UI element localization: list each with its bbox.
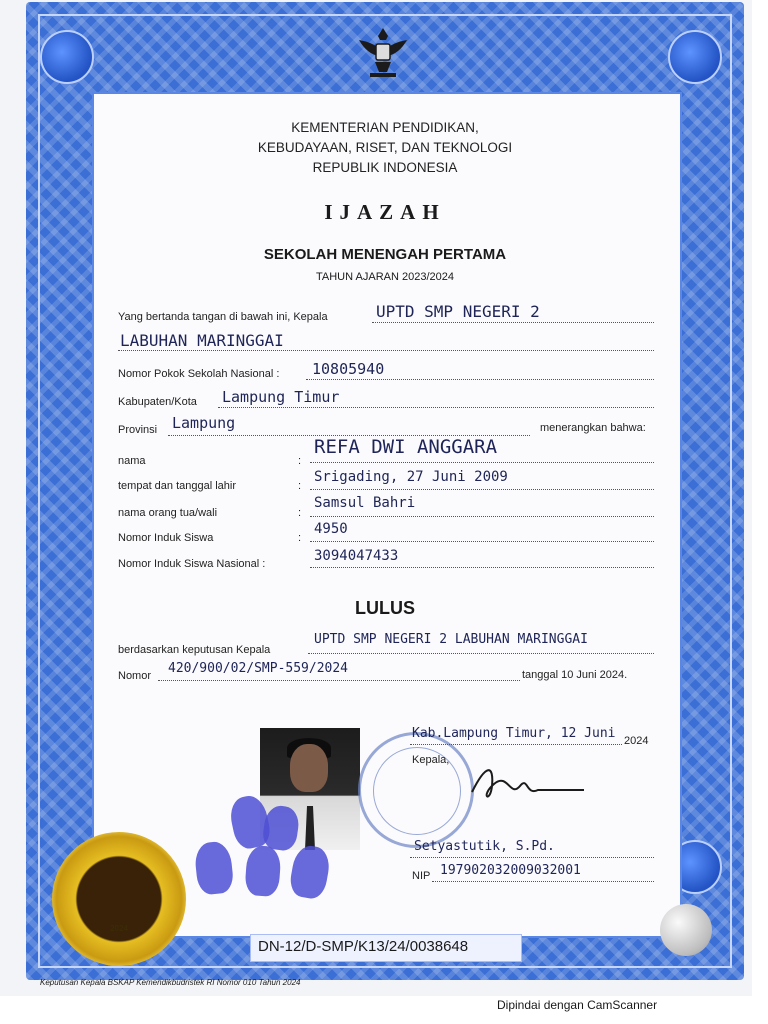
dotted-line — [308, 653, 654, 654]
corner-ornament-top-right — [668, 30, 722, 84]
thumbprint — [244, 845, 281, 897]
npsn-label: Nomor Pokok Sekolah Nasional : — [118, 368, 280, 380]
parent-label: nama orang tua/wali — [118, 507, 218, 519]
school-stamp — [358, 732, 474, 848]
corner-ornament-top-left — [40, 30, 94, 84]
dotted-line — [410, 744, 622, 745]
photo-tie — [305, 806, 315, 850]
nip-value: 197902032009032001 — [440, 863, 581, 878]
regency-value: Lampung Timur — [222, 388, 340, 406]
dotted-line — [310, 489, 654, 490]
signature-year: 2024 — [624, 735, 649, 747]
ministry-line-3: REPUBLIK INDONESIA — [312, 160, 458, 175]
ministry-line-2: KEBUDAYAAN, RISET, DAN TEKNOLOGI — [257, 140, 513, 155]
colon: : — [298, 532, 302, 544]
decision-label: berdasarkan keputusan Kepala — [118, 644, 271, 656]
dotted-line — [310, 516, 654, 517]
dotted-line — [118, 350, 654, 351]
document-title: IJAZAH — [324, 200, 446, 224]
headmaster-signature-icon — [468, 756, 588, 810]
scanner-watermark: Dipindai dengan CamScanner — [497, 998, 658, 1012]
photo-face — [290, 744, 328, 792]
province-value: Lampung — [172, 414, 236, 432]
signature-role: Kepala, — [412, 754, 450, 766]
colon: : — [298, 455, 302, 467]
npsn-value: 10805940 — [312, 360, 385, 378]
parent-value: Samsul Bahri — [314, 495, 416, 511]
school-level-title: SEKOLAH MENENGAH PERTAMA — [263, 246, 507, 263]
decision-number-value: 420/900/02/SMP-559/2024 — [168, 661, 349, 676]
dotted-line — [310, 541, 654, 542]
decision-number-label: Nomor — [118, 670, 152, 682]
dotted-line — [218, 407, 654, 408]
certifies-label: menerangkan bahwa: — [540, 422, 646, 434]
nisn-label: Nomor Induk Siswa Nasional : — [118, 558, 266, 570]
colon: : — [298, 507, 302, 519]
decision-date: tanggal 10 Juni 2024. — [522, 669, 628, 681]
intro-label: Yang bertanda tangan di bawah ini, Kepala — [118, 311, 328, 323]
nisn-value: 3094047433 — [314, 548, 399, 564]
nip-label: NIP — [412, 870, 431, 882]
seal-year: 2024 — [110, 924, 128, 933]
ministry-line-1: KEMENTERIAN PENDIDIKAN, — [291, 120, 479, 135]
nis-value: 4950 — [314, 521, 348, 537]
signer-name: Setyastutik, S.Pd. — [414, 839, 555, 854]
student-name-value: REFA DWI ANGGARA — [314, 436, 498, 458]
garuda-emblem-icon — [355, 22, 411, 80]
regency-label: Kabupaten/Kota — [118, 396, 197, 408]
dotted-line — [310, 462, 654, 463]
gold-seal — [52, 832, 186, 966]
colon: : — [298, 480, 302, 492]
hologram-sticker — [660, 904, 712, 956]
signature-place-date: Kab.Lampung Timur, 12 Juni — [412, 726, 616, 741]
dotted-line — [372, 322, 654, 323]
dotted-line — [410, 857, 654, 858]
student-name-label: nama — [118, 455, 146, 467]
dotted-line — [306, 379, 654, 380]
province-label: Provinsi — [118, 424, 158, 436]
graduation-result: LULUS — [355, 598, 415, 618]
dotted-line — [310, 567, 654, 568]
school-name-line-2: LABUHAN MARINGGAI — [120, 331, 284, 350]
dotted-line — [432, 881, 654, 882]
school-name-line-1: UPTD SMP NEGERI 2 — [376, 302, 540, 321]
nis-label: Nomor Induk Siswa — [118, 532, 214, 544]
birth-value: Srigading, 27 Juni 2009 — [314, 469, 508, 485]
birth-label: tempat dan tanggal lahir — [118, 480, 237, 492]
decision-value: UPTD SMP NEGERI 2 LABUHAN MARINGGAI — [314, 632, 588, 647]
serial-number: DN-12/D-SMP/K13/24/0038648 — [258, 938, 469, 955]
footer-legal-note: Keputusan Kepala BSKAP Kemendikbudristek RI Nomor 010 Tahun 2024 — [40, 978, 301, 987]
dotted-line — [158, 680, 520, 681]
academic-year: TAHUN AJARAN 2023/2024 — [316, 271, 454, 283]
